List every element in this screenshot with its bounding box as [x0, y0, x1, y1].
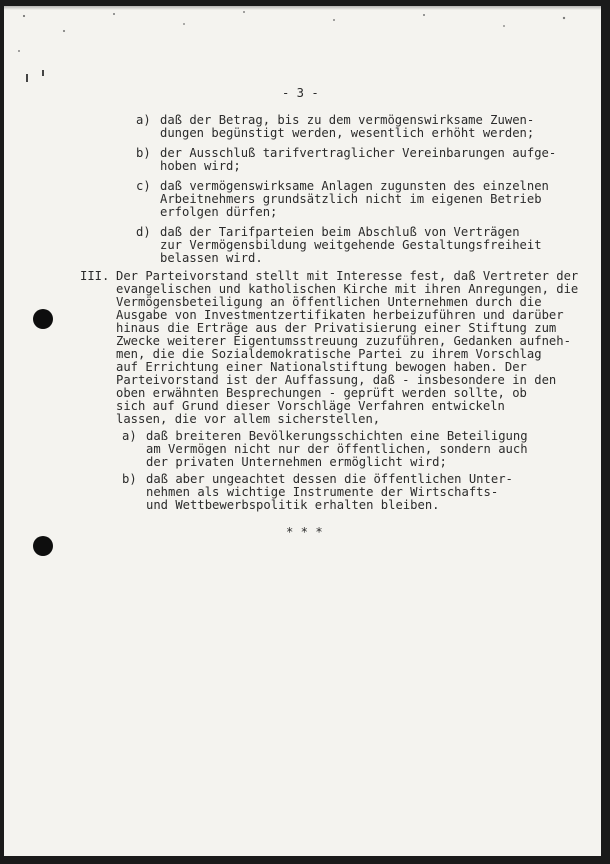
punch-hole-lower	[33, 536, 53, 556]
document-page	[4, 6, 601, 856]
section-three-line-10: oben erwähnten Besprechungen - geprüft werden sollte, ob	[116, 386, 527, 400]
list-one-d-marker: d)	[136, 225, 151, 239]
section-three-line-5: hinaus die Erträge aus der Privatisierung einer Stiftung zum	[116, 321, 557, 335]
list-one-a-marker: a)	[136, 113, 151, 127]
section-three-line-7: men, die die Sozialdemokratische Partei zu ihrem Vorschlag	[116, 347, 542, 361]
section-three-line-12: lassen, die vor allem sicherstellen,	[116, 412, 381, 426]
section-three-line-6: Zwecke weiterer Eigentumsstreuung zuzuführen, Gedanken aufneh-	[116, 334, 571, 348]
section-three-numeral: III.	[80, 269, 110, 283]
list-one-d-line-2: zur Vermögensbildung weitgehende Gestaltungsfreiheit	[160, 238, 542, 252]
section-three-line-3: Vermögensbeteiligung an öffentlichen Unternehmen durch die	[116, 295, 542, 309]
list-two-b-marker: b)	[122, 472, 137, 486]
list-two-b-line-3: und Wettbewerbspolitik erhalten bleiben.	[146, 498, 440, 512]
list-one-b-line-2: hoben wird;	[160, 159, 241, 173]
list-one-a-line-2: dungen begünstigt werden, wesentlich erhöht werden;	[160, 126, 535, 140]
list-two-a-line-1: daß breiteren Bevölkerungsschichten eine Beteiligung	[146, 429, 528, 443]
list-two-a-marker: a)	[122, 429, 137, 443]
scan-mark	[42, 70, 44, 76]
list-one-b-line-1: der Ausschluß tarifvertraglicher Vereinbarungen aufge-	[160, 146, 557, 160]
punch-hole-upper	[33, 309, 53, 329]
list-one-c-marker: c)	[136, 179, 151, 193]
section-three-line-1: Der Parteivorstand stellt mit Interesse fest, daß Vertreter der	[116, 269, 579, 283]
list-one-c-line-1: daß vermögenswirksame Anlagen zugunsten des einzelnen	[160, 179, 549, 193]
section-three-line-9: Parteivorstand ist der Auffassung, daß - insbesondere in den	[116, 373, 557, 387]
list-one-a-line-1: daß der Betrag, bis zu dem vermögenswirksame Zuwen-	[160, 113, 535, 127]
scan-speckle	[4, 6, 601, 76]
list-two-a-line-2: am Vermögen nicht nur der öffentlichen, sondern auch	[146, 442, 528, 456]
section-three-line-11: sich auf Grund dieser Vorschläge Verfahren entwickeln	[116, 399, 505, 413]
list-one-d-line-1: daß der Tarifparteien beim Abschluß von Verträgen	[160, 225, 520, 239]
list-one-c-line-3: erfolgen dürfen;	[160, 205, 278, 219]
list-two-b-line-1: daß aber ungeachtet dessen die öffentlichen Unter-	[146, 472, 513, 486]
section-three-line-4: Ausgabe von Investmentzertifikaten herbeizuführen und darüber	[116, 308, 564, 322]
list-one-c-line-2: Arbeitnehmers grundsätzlich nicht im eigenen Betrieb	[160, 192, 542, 206]
list-two-a-line-3: der privaten Unternehmen ermöglicht wird;	[146, 455, 447, 469]
list-one-b-marker: b)	[136, 146, 151, 160]
list-two-b-line-2: nehmen als wichtige Instrumente der Wirtschafts-	[146, 485, 499, 499]
section-three-line-2: evangelischen und katholischen Kirche mit ihren Anregungen, die	[116, 282, 579, 296]
section-three-line-8: auf Errichtung einer Nationalstiftung bewogen haben. Der	[116, 360, 527, 374]
page-number: - 3 -	[282, 86, 319, 100]
scan-mark	[26, 74, 28, 82]
list-one-d-line-3: belassen wird.	[160, 251, 263, 265]
closing-asterisks: * * *	[286, 525, 323, 539]
